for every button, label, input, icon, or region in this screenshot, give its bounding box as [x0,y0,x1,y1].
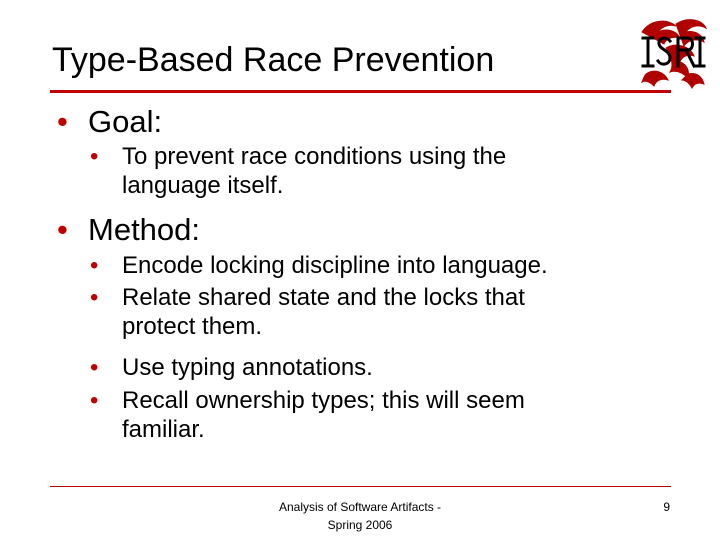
sub-bullet-line: language itself. [122,172,284,199]
bullet-marker: • [90,354,99,381]
sub-bullet-line: Relate shared state and the locks that [122,284,525,311]
sub-bullet-line: familiar. [122,416,205,443]
slide-title: Type-Based Race Prevention [52,41,495,79]
bullet-marker: • [90,387,99,414]
footer-divider [50,486,671,487]
bullet-method-label: Method: [88,212,201,247]
bullet-marker: • [90,252,99,279]
title-underline [50,90,671,93]
bullet-marker: • [57,212,68,247]
sub-bullet-line: To prevent race conditions using the [122,143,507,170]
footer-term: Spring 2006 [327,518,393,532]
footer-course: Analysis of Software Artifacts - [278,500,442,514]
bullet-goal-label: Goal: [88,104,163,139]
sub-bullet-line: Recall ownership types; this will seem [122,387,525,414]
sub-bullet-line: Use typing annotations. [122,354,373,381]
bullet-marker: • [57,104,68,139]
bullet-marker: • [90,143,99,170]
footer-text [240,498,480,534]
sub-bullet-line: Encode locking discipline into language. [122,252,548,279]
isri-logo-icon [636,14,708,90]
sub-bullet-line: protect them. [122,313,263,340]
bullet-marker: • [90,284,99,311]
page-number: 9 [663,500,670,514]
